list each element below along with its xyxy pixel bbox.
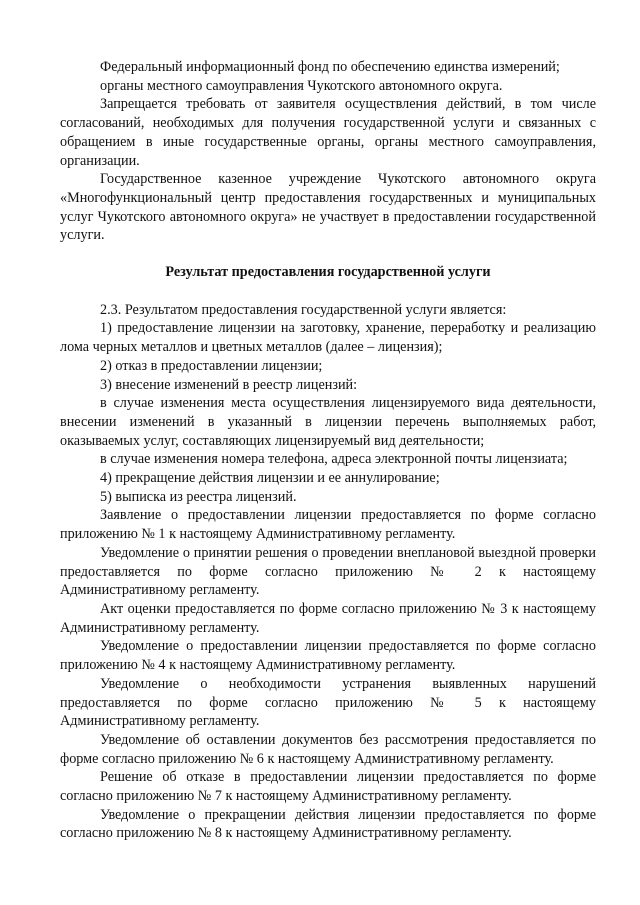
paragraph-result-3a: в случае изменения места осуществления лицензируемого вида деятельности, внесении изменений в указанный в лицензии перечень выполняемых работ, оказываемых услуг, составляющих лицензируемый вид деятельности; (60, 395, 596, 449)
paragraph-prohibition: Запрещается требовать от заявителя осуществления действий, в том числе согласований, необходимых для получения государственной услуги и связанных с обращением в иные государственные органы, органы местного самоуправления, организации. (60, 96, 596, 169)
paragraph-result-1: 1) предоставление лицензии на заготовку, хранение, переработку и реализацию лома черных металлов и цветных металлов (далее – лицензия); (60, 320, 596, 356)
paragraph-result-3b: в случае изменения номера телефона, адреса электронной почты лицензиата; (100, 451, 568, 468)
paragraph-result-5: 5) выписка из реестра лицензий. (100, 488, 297, 505)
paragraph-form-3: Акт оценки предоставляется по форме согласно приложению № 3 к настоящему Административному регламенту. (60, 600, 596, 636)
paragraph-form-4: Уведомление о предоставлении лицензии предоставляется по форме согласно приложению № 4 к настоящему Административному регламенту. (60, 638, 596, 674)
paragraph-form-1: Заявление о предоставлении лицензии предоставляется по форме согласно приложению № 1 к настоящему Административному регламенту. (60, 507, 596, 543)
document-page (60, 58, 596, 843)
paragraph-result-intro: 2.3. Результатом предоставления государственной услуги является: (100, 301, 507, 318)
paragraph-result-4: 4) прекращение действия лицензии и ее аннулирование; (100, 470, 440, 487)
paragraph-form-5: Уведомление о необходимости устранения выявленных нарушений предоставляется по форме согласно приложению № 5 к настоящему Административному регламенту. (60, 675, 596, 730)
paragraph-form-7: Решение об отказе в предоставлении лицензии предоставляется по форме согласно приложению № 7 к настоящему Административному регламенту. (60, 769, 596, 805)
paragraph-local-authorities: органы местного самоуправления Чукотского автономного округа. (100, 77, 503, 94)
paragraph-form-8: Уведомление о прекращении действия лицензии предоставляется по форме согласно приложению № 8 к настоящему Административному регламенту. (60, 806, 596, 842)
section-heading: Результат предоставления государственной услуги (165, 264, 491, 281)
paragraph-form-2: Уведомление о принятии решения о проведении внеплановой выездной проверки предоставляется по форме согласно приложению № 2 к настоящему Административному регламенту. (60, 544, 596, 599)
paragraph-fund: Федеральный информационный фонд по обеспечению единства измерений; (100, 59, 560, 75)
paragraph-result-2: 2) отказ в предоставлении лицензии; (100, 357, 323, 374)
paragraph-form-6: Уведомление об оставлении документов без рассмотрения предоставляется по форме согласно приложению № 6 к настоящему Административному регламенту. (60, 731, 596, 767)
paragraph-mfc: Государственное казенное учреждение Чукотского автономного округа «Многофункциональный центр предоставления государственных и муниципальных услуг Чукотского автономного округа» не участвует в предоставлении государственной услуги. (60, 171, 596, 244)
paragraph-result-3: 3) внесение изменений в реестр лицензий: (100, 376, 358, 393)
